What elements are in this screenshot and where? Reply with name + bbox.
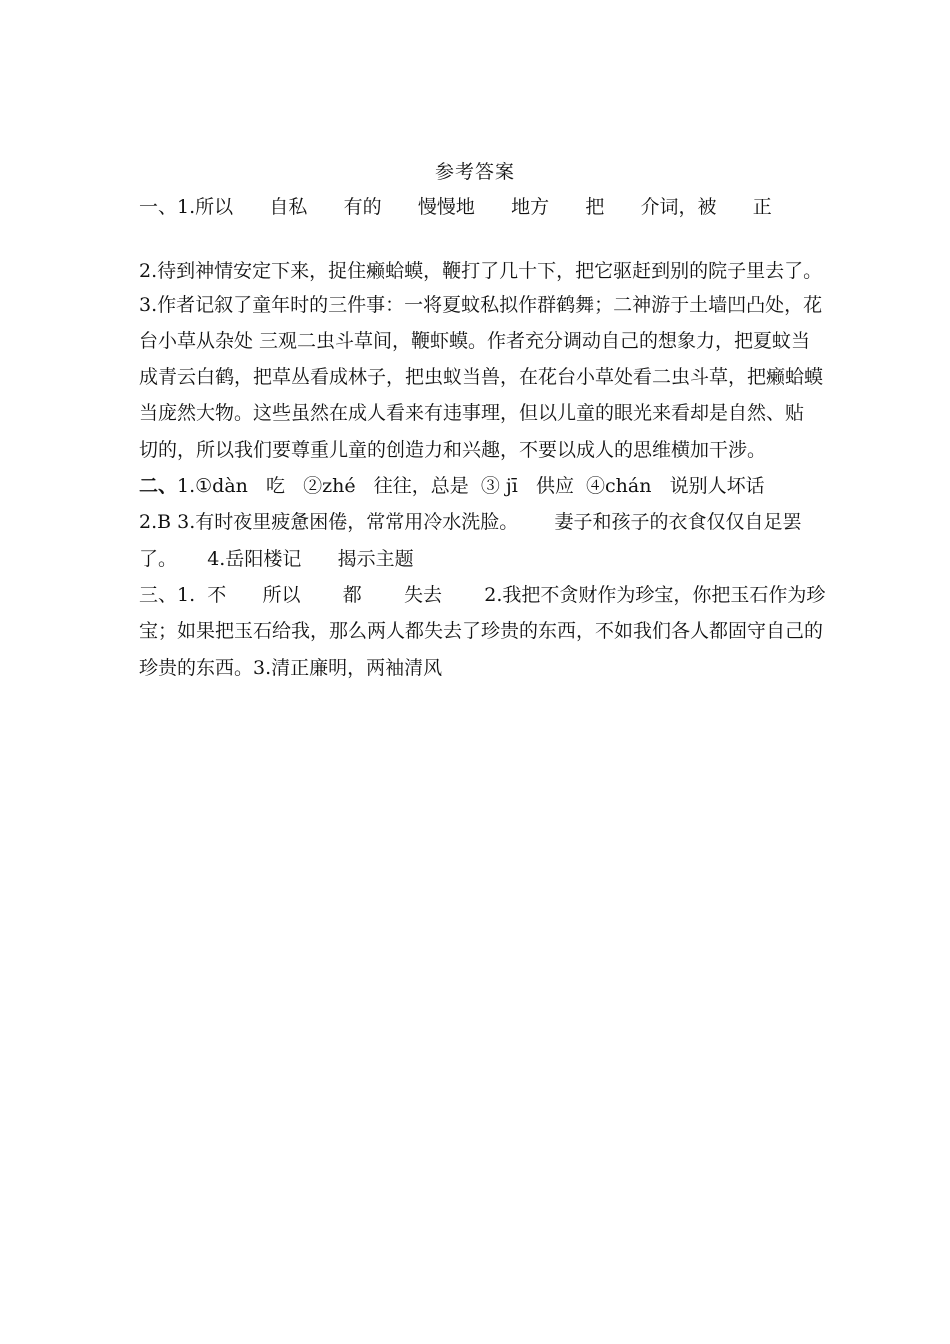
answer-1-line-4: 台小草从杂处 三观二虫斗草间，鞭虾蟆。作者充分调动自己的想象力，把夏蚊当 [139, 330, 811, 352]
document-title: 参考答案 [434, 161, 515, 183]
answer-2-line-2: 2.B 3.有时夜里疲惫困倦，常常用冷水洗脸。 妻子和孩子的衣食仅仅自足罢 [139, 511, 802, 533]
section-2-label: 二、 [139, 475, 178, 497]
answer-1-line-2: 2.待到神情安定下来，捉住癞蛤蟆，鞭打了几十下，把它驱赶到别的院子里去了。 [139, 260, 823, 282]
answer-3-line-2: 宝；如果把玉石给我，那么两人都失去了珍贵的东西，不如我们各人都固守自己的 [139, 620, 824, 642]
answer-1-line-7: 切的，所以我们要尊重儿童的创造力和兴趣，不要以成人的思维横加干涉。 [139, 439, 767, 461]
answer-3-line-1: 三、1. 不 所以 都 失去 2.我把不贪财作为珍宝，你把玉石作为珍 [139, 584, 826, 606]
answer-2-line-1-text: 1.①dàn 吃 ②zhé 往往，总是 ③ jī 供应 ④chán 说别人坏话 [177, 475, 765, 497]
answer-2-line-1 [139, 472, 765, 500]
answer-1-line-6: 当庞然大物。这些虽然在成人看来有违事理，但以儿童的眼光来看却是自然、贴 [139, 402, 805, 424]
answer-2-line-3: 了。 4.岳阳楼记 揭示主题 [139, 548, 414, 570]
answer-3-line-3: 珍贵的东西。3.清正廉明，两袖清风 [139, 657, 443, 679]
answer-1-line-1: 一、1.所以 自私 有的 慢慢地 地方 把 介词，被 正 [139, 196, 772, 218]
answer-1-line-5: 成青云白鹤，把草丛看成林子，把虫蚁当兽，在花台小草处看二虫斗草，把癞蛤蟆 [139, 366, 824, 388]
answer-1-line-3: 3.作者记叙了童年时的三件事：一将夏蚊私拟作群鹤舞；二神游于土墙凹凸处，花 [139, 294, 823, 316]
